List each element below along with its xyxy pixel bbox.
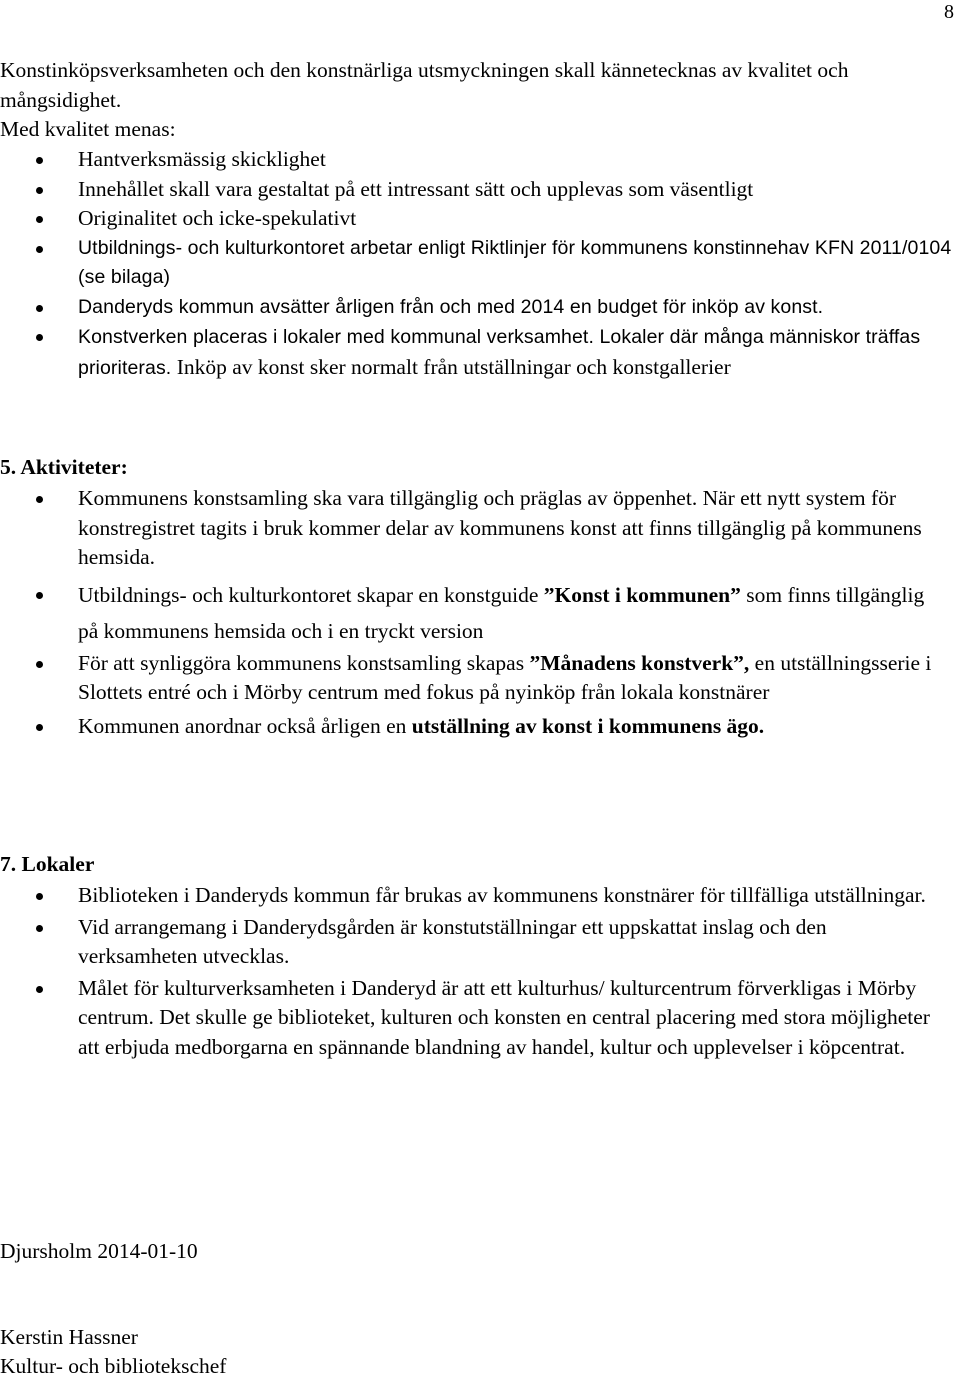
list-item-text-serif: Inköp av konst sker normalt från utställningar och konstgallerier	[171, 354, 731, 379]
list-item	[0, 577, 940, 649]
list-item-text: Kommunen anordnar också årligen en	[78, 713, 412, 738]
place-date: Djursholm 2014-01-10	[0, 1239, 198, 1263]
list-item: Utbildnings- och kulturkontoret arbetar enligt Riktlinjer för kommunens konstinnehav KFN 2011/0104 (se bilaga)	[0, 234, 958, 293]
list-item-bold-text: ”Månadens konstverk”,	[529, 650, 750, 675]
list-item: Vid arrangemang i Danderydsgården är konstutställningar ett uppskattat inslag och den verksamheten utvecklas.	[0, 913, 940, 972]
list-item-bold-text: utställning av konst i kommunens ägo.	[411, 713, 765, 738]
page-number: 8	[944, 1, 954, 23]
signatory-title: Kultur- och bibliotekschef	[0, 1354, 227, 1378]
list-item	[0, 322, 958, 383]
list-item: Kommunens konstsamling ska vara tillgänglig och präglas av öppenhet. När ett nytt system för konstregistret tagits i bruk kommer delar av kommunens konst att finns tillgänglig på kommunens hemsida.	[0, 484, 940, 573]
list-item: Biblioteken i Danderyds kommun får brukas av kommunens konstnärer för tillfälliga utställningar.	[0, 881, 940, 911]
list-item-text: Utbildnings- och kulturkontoret skapar en konstguide	[78, 582, 544, 607]
list-item: Innehållet skall vara gestaltat på ett intressant sätt och upplevas som väsentligt	[0, 175, 958, 205]
list-item: Hantverksmässig skicklighet	[0, 145, 958, 175]
quality-list	[0, 145, 958, 383]
list-item-text: För att synliggöra kommunens konstsamling skapas	[78, 650, 530, 675]
section-heading-lokaler: 7. Lokaler	[0, 852, 95, 876]
list-item-text: en utställningsserie i Slottets entré och i Mörby centrum med fokus på nyinköp från lokala konstnärer	[78, 650, 932, 704]
signatory-name: Kerstin Hassner	[0, 1325, 138, 1349]
quality-lead-text: Med kvalitet menas:	[0, 117, 176, 141]
list-item-text-sans: Konstverken placeras i lokaler med kommunal verksamhet. Lokaler där många människor träffas prioriteras.	[78, 326, 921, 379]
list-item	[0, 649, 940, 708]
list-item-bold-text: ”Konst i kommunen”	[543, 582, 741, 607]
list-item: Originalitet och icke-spekulativt	[0, 204, 958, 234]
intro-text: Konstinköpsverksamheten och den konstnärliga utsmyckningen skall kännetecknas av kvalitet och mångsidighet.	[0, 58, 849, 112]
list-item: Danderyds kommun avsätter årligen från och med 2014 en budget för inköp av konst.	[0, 293, 958, 323]
premises-list	[0, 881, 940, 1064]
intro-paragraph	[0, 56, 958, 145]
activities-list	[0, 484, 940, 745]
list-item: Målet för kulturverksamheten i Danderyd är att ett kulturhus/ kulturcentrum förverkligas i Mörby centrum. Det skulle ge biblioteket, kulturen och konsten en central placering med stora möjligheter att erbjuda medborgarna en spännande blandning av handel, kultur och upplevelser i köpcentrat.	[0, 974, 940, 1063]
list-item	[0, 712, 940, 742]
list-item-text: som finns tillgänglig på kommunens hemsida och i en tryckt version	[78, 582, 925, 643]
section-heading-aktiviteter: 5. Aktiviteter:	[0, 455, 128, 479]
